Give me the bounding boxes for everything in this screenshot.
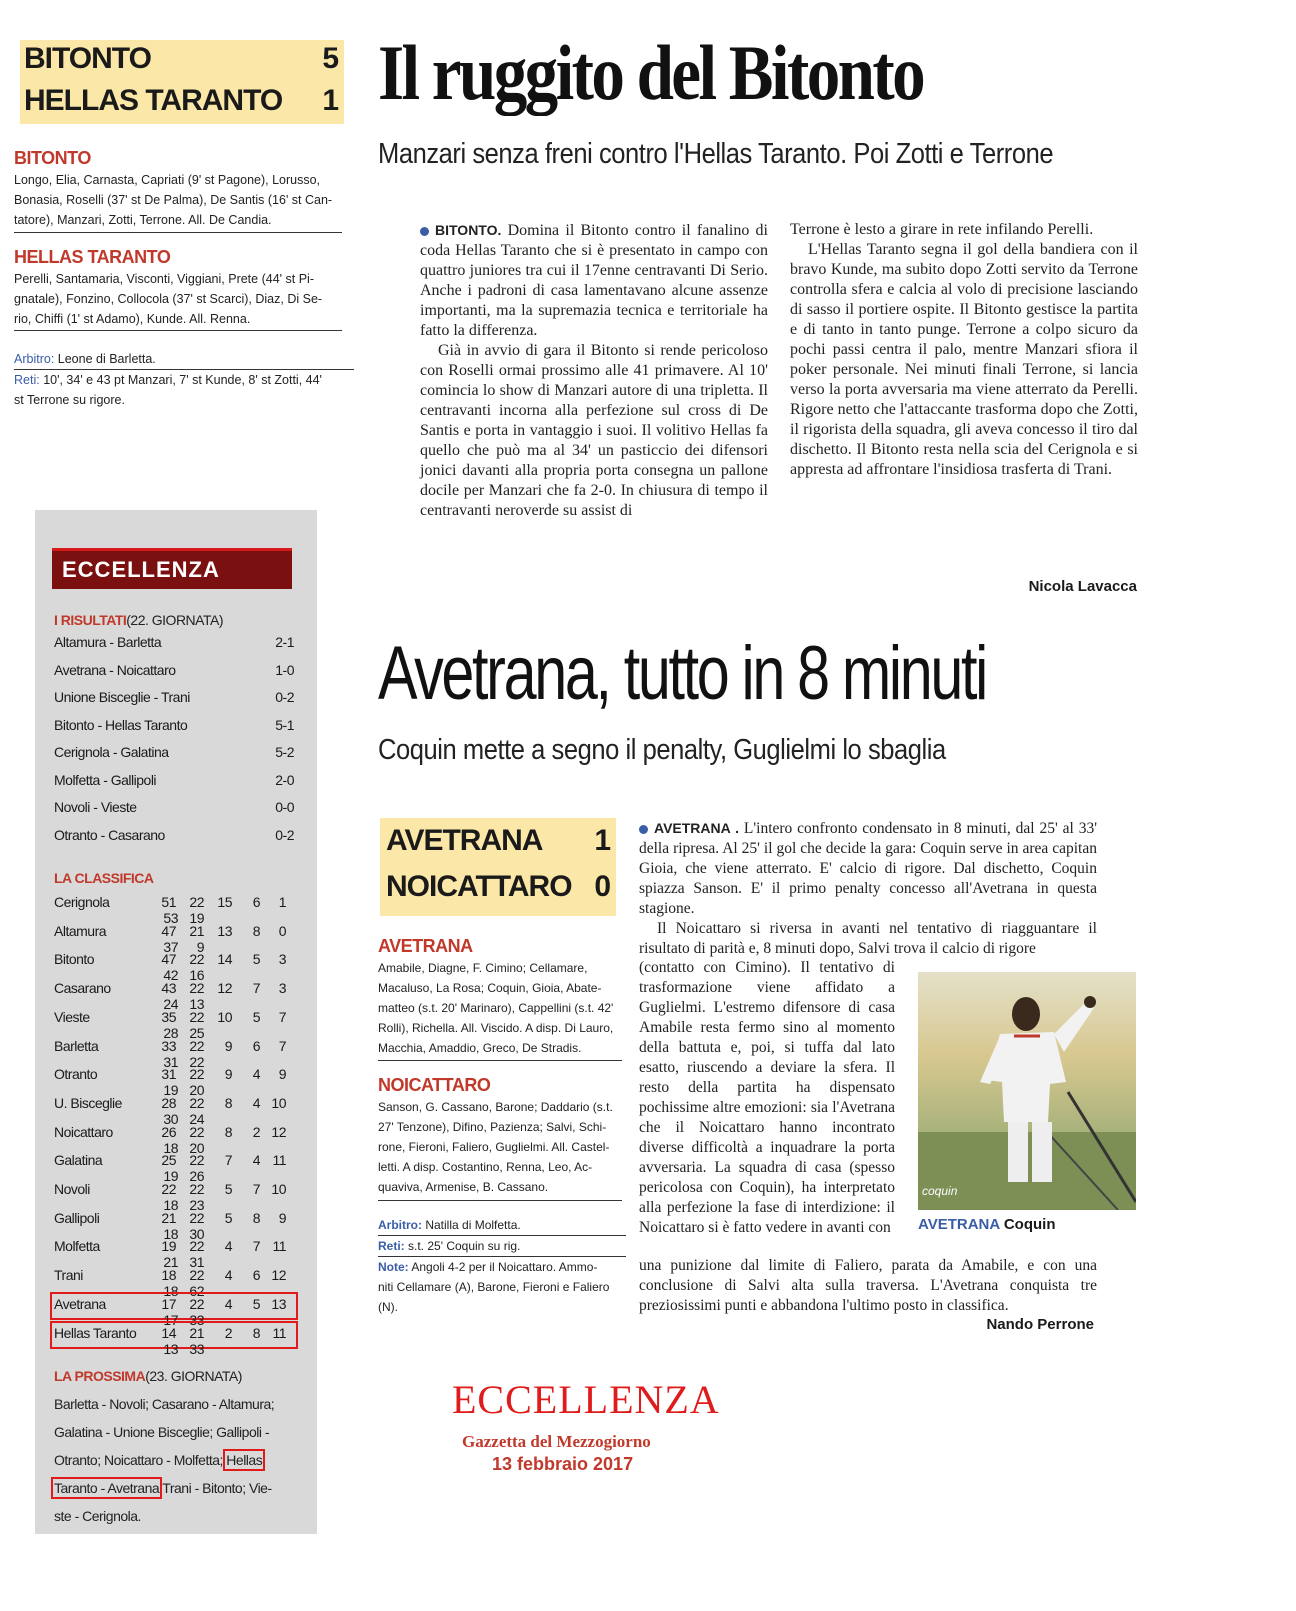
stat-cell: 13 xyxy=(217,922,232,939)
stat-cell: 24 xyxy=(189,1110,204,1127)
stat-cell: 19 xyxy=(161,1238,176,1255)
away-score: 1 xyxy=(322,84,338,117)
paragraph: (contatto con Cimino). Il tentativo di trasformazione viene affidato a Guglielmi. L'estremo difensore di casa Amabile resta fermo sino al momento della battuta e, poi, si tuffa dal lato esatto, riuscendo a deviare la sfera. Il resto della partita ha dispensato pochissime altre emozioni: sia l'Avetrana che il Noicattaro hanno incontrato diverse difficoltà a inquadrare la porta avversaria. La squadra di casa (spesso pericolosa con Coquin), ha interpretato alla perfezione la fase di interdizione: il Noicattaro si è fatto vedere in avanti con xyxy=(639,959,895,1236)
team-stats xyxy=(152,1095,294,1127)
table-row xyxy=(54,1066,294,1099)
referee: Leone di Barletta. xyxy=(57,352,156,366)
stat-cell: 19 xyxy=(163,1082,178,1099)
stat-cell: 16 xyxy=(189,967,204,984)
paragraph: Domina il Bitonto contro il fanalino di coda Hellas Taranto che si è presentato in campo con quattro juniores tra cui il 17enne centravanti Di Serio. Anche i padroni di casa lamentavano alcune assenze importanti, ma la supremazia tecnica e territoriale ha fatto la differenza. xyxy=(420,222,768,339)
stat-cell: 9 xyxy=(278,1209,286,1226)
result-row xyxy=(54,634,294,654)
headline-avetrana: Avetrana, tutto in 8 minuti xyxy=(378,631,986,716)
result-row xyxy=(54,744,294,764)
stat-cell: 9 xyxy=(196,938,204,955)
team-stats xyxy=(152,1124,294,1156)
stat-cell: 26 xyxy=(161,1123,176,1140)
stat-cell: 25 xyxy=(161,1152,176,1169)
stat-cell: 22 xyxy=(189,1008,204,1025)
footer-title: ECCELLENZA xyxy=(452,1377,720,1422)
team-stats xyxy=(152,980,294,1012)
results-round: (22. GIORNATA) xyxy=(126,612,223,628)
table-row xyxy=(54,1037,294,1070)
team-stats xyxy=(152,923,294,955)
team-name: Trani xyxy=(54,1267,83,1284)
stat-cell: 10 xyxy=(217,1008,232,1025)
subhead-avetrana: Coquin mette a segno il penalty, Guglielmi lo sbaglia xyxy=(378,734,946,766)
kicker: BITONTO. xyxy=(435,222,502,238)
stat-cell: 18 xyxy=(163,1139,178,1156)
table-row xyxy=(54,894,294,926)
match-info-bitonto xyxy=(14,349,354,410)
table-row xyxy=(54,1094,294,1127)
lineup-line: matteo (s.t. 20' Marinaro), Cappellini (s.t. 42' xyxy=(378,1001,614,1015)
stat-cell: 4 xyxy=(252,1152,260,1169)
article-avetrana-top xyxy=(639,818,1097,959)
stat-cell: 20 xyxy=(189,1139,204,1156)
lineup-line: Bonasia, Roselli (37' st De Palma), De Santis (16' st Can- xyxy=(14,193,333,207)
stat-cell: 5 xyxy=(224,1181,232,1197)
stat-cell: 12 xyxy=(217,980,232,997)
paragraph: L'Hellas Taranto segna il gol della bandiera con il bravo Kunde, ma subito dopo Zotti servito da Terrone controlla sfera e calcia al volo di precisione lasciando di sasso il portiere ospite. Il Bitonto gestisce la partita e di tanto in tanto punge. Terrone a colpo sicuro da pochi passi centra il palo, mentre Manzari sfiora il poker personale. Nei minuti finali Terrone, si lancia verso la porta avversaria ma viene atterrato da Perelli. Rigore netto che l'attaccante trasforma dopo che Zotti, il rigorista della squadra, gli aveva concesso il tiro dal dischetto. Il Bitonto resta nella scia del Cerignola e si appresta ad affrontare l'insidiosa trasferta di Trani. xyxy=(790,241,1138,478)
stat-cell: 6 xyxy=(252,1267,260,1284)
stat-cell: 8 xyxy=(224,1123,232,1140)
stat-cell: 21 xyxy=(189,922,204,939)
byline-avetrana: Nando Perrone xyxy=(986,1316,1094,1333)
table-row xyxy=(54,1181,294,1213)
result-match: Molfetta - Gallipoli xyxy=(54,771,157,788)
photo-tag: coquin xyxy=(922,1184,958,1198)
next-title xyxy=(54,1368,242,1384)
lineup-line: 27' Tenzone), Difino, Pazienza; Salvi, Schi- xyxy=(378,1120,607,1134)
score-row-away xyxy=(386,870,610,904)
lineup-line: Perelli, Santamaria, Visconti, Viggiani, Prete (44' st Pi- xyxy=(14,272,314,286)
team-stats xyxy=(152,1267,294,1299)
stat-cell: 4 xyxy=(252,1066,260,1083)
lineup-label-avetrana: AVETRANA xyxy=(378,936,473,956)
match-info-avetrana xyxy=(378,1215,626,1317)
team-stats xyxy=(152,1181,294,1213)
divider xyxy=(378,1060,622,1061)
team-name: Noicattaro xyxy=(54,1123,113,1140)
table-row xyxy=(54,1123,294,1156)
team-name: Gallipoli xyxy=(54,1209,100,1226)
result-row xyxy=(54,799,294,819)
lineup-label-hellas: HELLAS TARANTO xyxy=(14,247,171,267)
stat-cell: 33 xyxy=(189,1340,204,1357)
stat-cell: 7 xyxy=(278,1008,286,1025)
home-team-name: BITONTO xyxy=(24,42,151,75)
stat-cell: 7 xyxy=(278,1037,286,1054)
fixture-line: Barletta - Novoli; Casarano - Altamura; xyxy=(54,1396,275,1412)
stat-cell: 28 xyxy=(163,1024,178,1041)
team-name: Novoli xyxy=(54,1181,90,1197)
stat-cell: 22 xyxy=(189,1123,204,1140)
team-name: Galatina xyxy=(54,1152,103,1169)
result-match: Unione Bisceglie - Trani xyxy=(54,689,190,705)
lineup-line: Macchia, Amaddio, Greco, De Stradis. xyxy=(378,1041,582,1055)
team-stats xyxy=(152,1038,294,1070)
stat-cell: 21 xyxy=(163,1254,178,1271)
article-avetrana-tail xyxy=(639,1256,1097,1316)
stat-cell: 24 xyxy=(163,996,178,1013)
stat-cell: 14 xyxy=(161,1324,176,1341)
divider xyxy=(378,1200,622,1201)
subhead-bitonto: Manzari senza freni contro l'Hellas Taranto. Poi Zotti e Terrone xyxy=(378,138,1054,170)
stat-cell: 13 xyxy=(189,996,204,1013)
stat-cell: 9 xyxy=(224,1066,232,1083)
stat-cell: 23 xyxy=(189,1197,204,1213)
score-row-home xyxy=(386,824,610,858)
lineup-line: tatore), Manzari, Zotti, Terrone. All. De Candia. xyxy=(14,213,272,227)
stat-cell: 19 xyxy=(163,1168,178,1185)
results-title xyxy=(54,612,223,628)
stat-cell: 6 xyxy=(252,894,260,910)
next-label: LA PROSSIMA xyxy=(54,1368,146,1384)
goals-label: Reti: xyxy=(378,1239,405,1253)
team-name: Cerignola xyxy=(54,894,110,910)
paragraph: L'intero confronto condensato in 8 minuti, dal 25' al 33' della ripresa. Al 25' il gol che decide la gara: Coquin serve in area capitan Gioia, che viene atterrato. E' calcio di rigore. Dal dischetto, Coquin spiazza Sanson. E' il primo penalty concesso all'Avetrana in questa stagione. xyxy=(639,820,1097,917)
table-row xyxy=(54,1238,294,1271)
stat-cell: 47 xyxy=(161,951,176,968)
result-row xyxy=(54,772,294,792)
result-row xyxy=(54,717,294,737)
stat-cell: 22 xyxy=(189,1295,204,1312)
stat-cell: 18 xyxy=(163,1225,178,1242)
notes-cont: (N). xyxy=(378,1300,398,1314)
team-stats xyxy=(152,1296,294,1328)
stat-cell: 8 xyxy=(252,1209,260,1226)
stat-cell: 21 xyxy=(189,1324,204,1341)
caption-team: AVETRANA xyxy=(918,1216,1000,1233)
lineup-line: Longo, Elia, Carnasta, Capriati (9' st Pagone), Lorusso, xyxy=(14,173,321,187)
table-row xyxy=(54,1267,294,1300)
team-stats xyxy=(152,894,294,926)
result-row xyxy=(54,689,294,709)
team-name: U. Bisceglie xyxy=(54,1094,122,1111)
stat-cell: 7 xyxy=(252,1238,260,1255)
stat-cell: 9 xyxy=(278,1066,286,1083)
stat-cell: 10 xyxy=(271,1094,286,1111)
lineup-line: quaviva, Armenise, B. Cassano. xyxy=(378,1180,549,1194)
stat-cell: 22 xyxy=(189,1152,204,1169)
stat-cell: 5 xyxy=(252,951,260,968)
stat-cell: 25 xyxy=(189,1024,204,1041)
lineup-bitonto xyxy=(14,170,344,230)
stat-cell: 1 xyxy=(278,894,286,910)
paragraph: Il Noicattaro si riversa in avanti nel tentativo di riagguantare il risultato di parità e, 8 minuti dopo, Salvi trova il calcio di rigore xyxy=(639,920,1097,957)
away-team-name: NOICATTARO xyxy=(386,870,572,903)
result-match: Novoli - Vieste xyxy=(54,799,137,815)
stat-cell: 31 xyxy=(161,1066,176,1083)
article-avetrana-narrow xyxy=(639,958,895,1238)
player-figure-icon xyxy=(918,972,1136,1210)
stat-cell: 11 xyxy=(272,1238,286,1255)
team-stats xyxy=(152,1210,294,1242)
lineup-hellas xyxy=(14,269,344,329)
team-name: Altamura xyxy=(54,922,107,939)
result-row xyxy=(54,827,294,847)
team-name: Otranto xyxy=(54,1066,98,1083)
result-score: 2-1 xyxy=(275,634,294,650)
stat-cell: 12 xyxy=(271,1267,286,1284)
result-score: 0-2 xyxy=(275,689,294,705)
team-stats xyxy=(152,951,294,983)
bullet-icon xyxy=(639,825,648,834)
table-row xyxy=(54,1324,294,1357)
stat-cell: 37 xyxy=(163,938,178,955)
team-name: Avetrana xyxy=(54,1295,106,1312)
results-label: I RISULTATI xyxy=(54,612,127,628)
score-row-away xyxy=(24,84,338,122)
stat-cell: 18 xyxy=(161,1267,176,1284)
stat-cell: 28 xyxy=(161,1094,176,1111)
stat-cell: 15 xyxy=(217,894,232,910)
team-stats xyxy=(152,1066,294,1098)
home-team-name: AVETRANA xyxy=(386,824,543,857)
result-match: Bitonto - Hellas Taranto xyxy=(54,716,188,733)
stat-cell: 22 xyxy=(189,1066,204,1083)
stat-cell: 4 xyxy=(224,1295,232,1312)
stat-cell: 42 xyxy=(163,967,178,984)
notes: Angoli 4-2 per il Noicattaro. Ammo- xyxy=(411,1260,598,1274)
footer-source: Gazzetta del Mezzogiorno xyxy=(462,1432,651,1451)
fixture-line: Galatina - Unione Bisceglie; Gallipoli - xyxy=(54,1424,269,1440)
result-score: 0-0 xyxy=(275,799,294,815)
stat-cell: 30 xyxy=(163,1110,178,1127)
stat-cell: 13 xyxy=(163,1340,178,1357)
stat-cell: 7 xyxy=(224,1152,232,1169)
stat-cell: 14 xyxy=(217,951,232,968)
notes-cont: niti Cellamare (A), Barone, Fieroni e Faliero xyxy=(378,1280,610,1294)
divider xyxy=(14,232,342,233)
away-team-name: HELLAS TARANTO xyxy=(24,84,283,117)
stat-cell: 33 xyxy=(161,1037,176,1054)
stat-cell: 0 xyxy=(278,922,286,939)
highlighted-fixture: Taranto - Avetrana xyxy=(54,1480,160,1496)
kicker: AVETRANA . xyxy=(654,820,739,836)
paragraph: Terrone è lesto a girare in rete infilando Perelli. xyxy=(790,221,1094,238)
stat-cell: 5 xyxy=(224,1209,232,1226)
table-title: LA CLASSIFICA xyxy=(54,870,154,886)
stat-cell: 12 xyxy=(271,1123,286,1140)
lineup-line: rio, Chiffi (1' st Adamo), Kunde. All. Renna. xyxy=(14,312,251,326)
stat-cell: 4 xyxy=(252,1094,260,1111)
stat-cell: 22 xyxy=(161,1181,176,1197)
goals: 10', 34' e 43 pt Manzari, 7' st Kunde, 8' st Zotti, 44' xyxy=(43,373,322,387)
stat-cell: 11 xyxy=(272,1152,286,1169)
table-row xyxy=(54,1008,294,1041)
team-name: Bitonto xyxy=(54,951,95,968)
paragraph: Già in avvio di gara il Bitonto si rende pericoloso con Roselli ormai prossimo alle 41 primavere. Al 10' comincia lo show di Manzari autore di una tripletta. Il centravanti incorna alla perfezione sul cross di De Santis e porta in vantaggio i suoi. Il volitivo Hellas fa quello che può ma al 34' un pasticcio dei difensori jonici davanti alla propria porta consegna un pallone docile per Manzari che fa 2-0. In chiusura di tempo il centravanti neroverde su assist di xyxy=(420,342,768,519)
stat-cell: 13 xyxy=(271,1295,286,1312)
fixture-line: Otranto; Noicattaro - Molfetta; xyxy=(54,1452,223,1468)
lineup-noicattaro xyxy=(378,1097,624,1197)
stat-cell: 51 xyxy=(161,894,176,910)
stat-cell: 18 xyxy=(163,1283,178,1300)
score-box-bitonto xyxy=(20,40,344,124)
goals-cont: st Terrone su rigore. xyxy=(14,393,125,407)
notes-label: Note: xyxy=(378,1260,409,1274)
team-name: Casarano xyxy=(54,980,111,997)
highlighted-fixture: Hellas xyxy=(226,1452,263,1468)
stat-cell: 22 xyxy=(189,1267,204,1284)
result-score: 2-0 xyxy=(275,771,294,788)
table-row xyxy=(54,1152,294,1185)
stat-cell: 7 xyxy=(252,1181,260,1197)
stat-cell: 33 xyxy=(189,1311,204,1328)
home-score: 1 xyxy=(594,824,610,857)
stat-cell: 22 xyxy=(189,1238,204,1255)
lineup-line: Sanson, G. Cassano, Barone; Daddario (s.t. xyxy=(378,1100,613,1114)
stat-cell: 3 xyxy=(278,980,286,997)
team-stats xyxy=(152,1152,294,1184)
result-score: 5-2 xyxy=(275,744,294,760)
lineup-line: Macaluso, La Rosa; Coquin, Gioia, Abate- xyxy=(378,981,602,995)
stat-cell: 2 xyxy=(252,1123,260,1140)
referee-label: Arbitro: xyxy=(14,352,55,366)
stat-cell: 10 xyxy=(271,1181,286,1197)
footer-date: 13 febbraio 2017 xyxy=(492,1454,634,1474)
referee-label: Arbitro: xyxy=(378,1218,422,1232)
next-fixtures xyxy=(54,1390,304,1530)
stat-cell: 30 xyxy=(189,1225,204,1242)
stat-cell: 19 xyxy=(189,910,204,926)
result-row xyxy=(54,662,294,682)
stat-cell: 22 xyxy=(189,1037,204,1054)
stat-cell: 22 xyxy=(189,1181,204,1197)
team-name: Molfetta xyxy=(54,1238,100,1255)
stat-cell: 22 xyxy=(189,980,204,997)
next-round: (23. GIORNATA) xyxy=(145,1368,242,1384)
stat-cell: 9 xyxy=(224,1037,232,1054)
stat-cell: 5 xyxy=(252,1008,260,1025)
result-score: 0-2 xyxy=(275,826,294,843)
result-match: Otranto - Casarano xyxy=(54,826,165,843)
stat-cell: 20 xyxy=(189,1082,204,1099)
result-match: Cerignola - Galatina xyxy=(54,744,169,760)
stat-cell: 17 xyxy=(161,1295,176,1312)
stat-cell: 35 xyxy=(161,1008,176,1025)
bullet-icon xyxy=(420,227,429,236)
stat-cell: 47 xyxy=(161,922,176,939)
stat-cell: 22 xyxy=(189,1094,204,1111)
stat-cell: 22 xyxy=(189,1209,204,1226)
stat-cell: 2 xyxy=(224,1324,232,1341)
stat-cell: 6 xyxy=(252,1037,260,1054)
table-row xyxy=(54,922,294,955)
result-score: 5-1 xyxy=(275,716,294,733)
result-score: 1-0 xyxy=(275,661,294,678)
referee: Natilla di Molfetta. xyxy=(425,1218,521,1232)
stat-cell: 8 xyxy=(252,1324,260,1341)
lineup-line: letti. A disp. Costantino, Renna, Leo, Ac- xyxy=(378,1160,593,1174)
lineup-label-bitonto: BITONTO xyxy=(14,148,91,168)
home-score: 5 xyxy=(322,42,338,75)
stat-cell: 17 xyxy=(163,1311,178,1328)
fixture-line: Trani - Bitonto; Vie- xyxy=(162,1480,272,1496)
headline-bitonto: Il ruggito del Bitonto xyxy=(378,29,924,116)
stat-cell: 8 xyxy=(252,922,260,939)
standings-header xyxy=(52,548,292,589)
stat-cell: 22 xyxy=(189,1053,204,1070)
paragraph: una punizione dal limite di Faliero, parata da Amabile, e con una conclusione di Salvi alta sulla traversa. L'Avetrana conquista tre preziosissimi punti e abbandona l'ultimo posto in classifica. xyxy=(639,1257,1097,1314)
score-box-avetrana xyxy=(380,818,616,916)
table-row xyxy=(54,1295,294,1328)
result-match: Altamura - Barletta xyxy=(54,634,162,650)
stat-cell: 3 xyxy=(278,951,286,968)
stat-cell: 31 xyxy=(163,1053,178,1070)
fixture-line: ste - Cerignola. xyxy=(54,1508,141,1524)
team-stats xyxy=(152,1325,294,1357)
player-photo xyxy=(918,972,1136,1210)
stat-cell: 4 xyxy=(224,1267,232,1284)
stat-cell: 62 xyxy=(189,1283,204,1300)
stat-cell: 43 xyxy=(161,980,176,997)
goals: s.t. 25' Coquin su rig. xyxy=(408,1239,521,1253)
team-stats xyxy=(152,1009,294,1041)
table-row xyxy=(54,980,294,1013)
caption-name: Coquin xyxy=(1003,1216,1056,1233)
table-row xyxy=(54,951,294,984)
team-stats xyxy=(152,1238,294,1270)
team-name: Hellas Taranto xyxy=(54,1324,137,1341)
stat-cell: 5 xyxy=(252,1295,260,1312)
byline-bitonto: Nicola Lavacca xyxy=(1028,578,1137,595)
stat-cell: 22 xyxy=(189,894,204,910)
away-score: 0 xyxy=(594,870,610,903)
stat-cell: 53 xyxy=(163,910,178,926)
team-name: Vieste xyxy=(54,1008,90,1025)
stat-cell: 11 xyxy=(272,1324,286,1341)
photo-caption xyxy=(918,1216,1056,1233)
stat-cell: 8 xyxy=(224,1094,232,1111)
stat-cell: 31 xyxy=(189,1254,204,1271)
table-row xyxy=(54,1209,294,1242)
standings-title: ECCELLENZA xyxy=(62,557,220,582)
article-bitonto-col2 xyxy=(790,220,1138,480)
article-bitonto-col1 xyxy=(420,220,768,521)
stat-cell: 26 xyxy=(189,1168,204,1185)
stat-cell: 18 xyxy=(163,1197,178,1213)
lineup-line: Amabile, Diagne, F. Cimino; Cellamare, xyxy=(378,961,588,975)
goals-label: Reti: xyxy=(14,373,40,387)
result-match: Avetrana - Noicattaro xyxy=(54,661,176,678)
lineup-avetrana xyxy=(378,958,624,1058)
stat-cell: 4 xyxy=(224,1238,232,1255)
divider xyxy=(14,330,342,331)
score-row-home xyxy=(24,42,338,80)
stat-cell: 7 xyxy=(252,980,260,997)
lineup-line: Rolli), Richella. All. Viscido. A disp. Di Lauro, xyxy=(378,1021,614,1035)
stat-cell: 21 xyxy=(161,1209,176,1226)
stat-cell: 22 xyxy=(189,951,204,968)
team-name: Barletta xyxy=(54,1037,99,1054)
lineup-line: gnatale), Fonzino, Collocola (37' st Scarci), Diaz, Di Se- xyxy=(14,292,323,306)
lineup-line: rone, Fieroni, Faliero, Guglielmi. All. Castel- xyxy=(378,1140,610,1154)
lineup-label-noicattaro: NOICATTARO xyxy=(378,1075,491,1095)
